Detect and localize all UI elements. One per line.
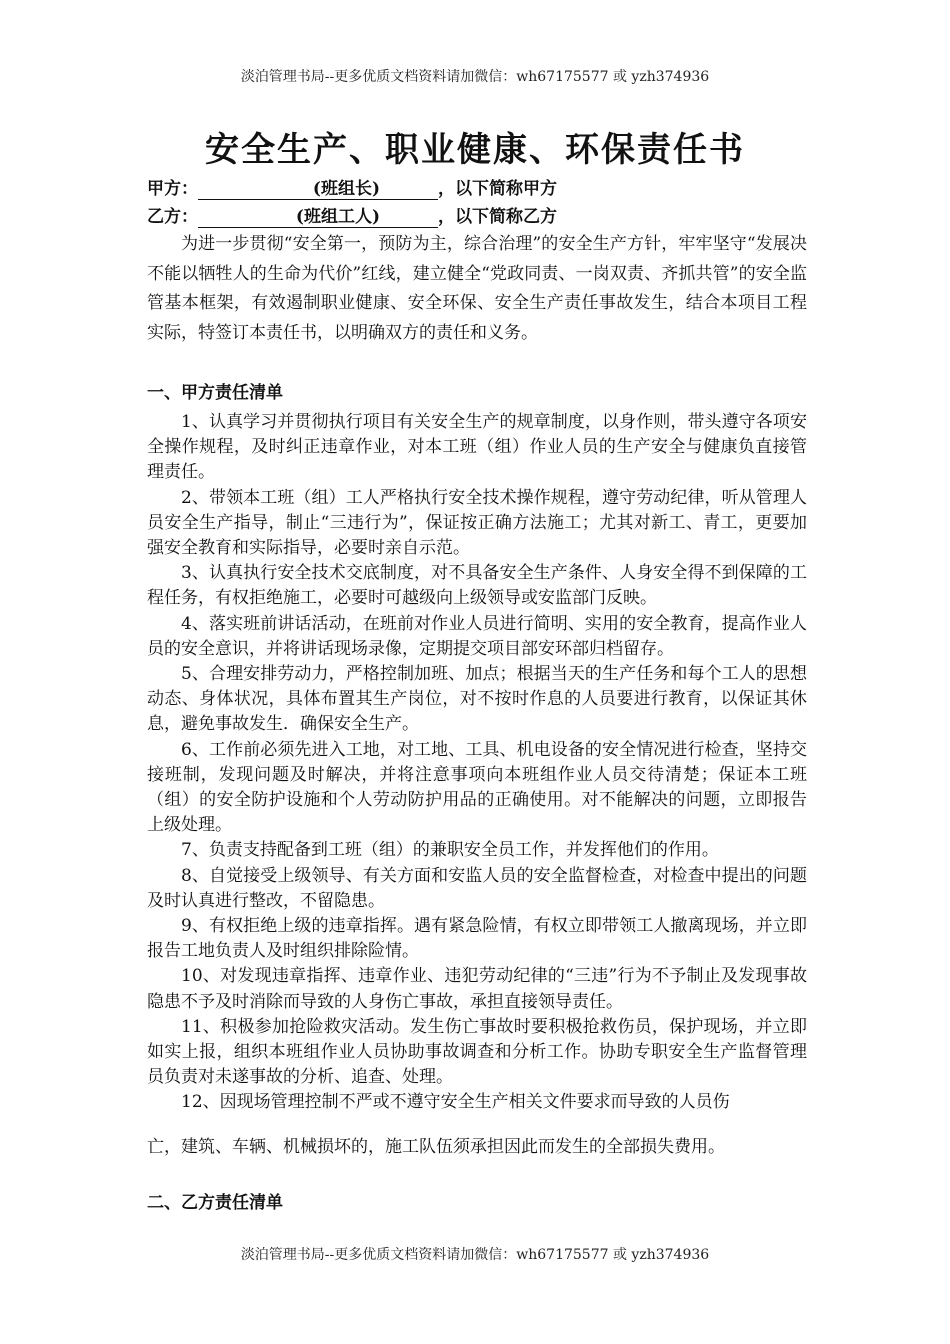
party-b-blank: [198, 202, 438, 228]
section-heading-party-a: 一、甲方责任清单: [147, 383, 283, 403]
intro-paragraph: 为进一步贯彻“安全第一，预防为主，综合治理”的安全生产方针，牢牢坚守“发展决不能以牺牲人的生命为代价”红线，建立健全“党政同责、一岗双责、齐抓共管”的安全监管基本框架，有效遏制职业健康、安全环保、安全生产责任事故发生，结合本项目工程实际，特签订本责任书，以明确双方的责任和义务。: [147, 234, 807, 343]
list-item: 3、认真执行安全技术交底制度，对不具备安全生产条件、人身安全得不到保障的工程任务，有权拒绝施工，必要时可越级向上级领导或安监部门反映。: [147, 563, 807, 609]
party-b-label: 乙方：: [147, 207, 198, 227]
list-item: 5、合理安排劳动力，严格控制加班、加点；根据当天的生产任务和每个工人的思想动态、身体状况，具体布置其生产岗位，对不按时作息的人员要进行教育，以保证其休息，避免事故发生．确保安全生产。: [147, 664, 807, 735]
party-b-suffix: ，以下简称乙方: [438, 207, 557, 227]
list-item: 7、负责支持配备到工班（组）的兼职安全员工作，并发挥他们的作用。: [181, 840, 719, 861]
party-a-label: 甲方：: [147, 179, 198, 199]
page-header: 淡泊管理书局--更多优质文档资料请加微信：wh67175577 或 yzh374936: [240, 69, 710, 85]
list-item: 11、积极参加抢险救灾活动。发生伤亡事故时要积极抢救伤员，保护现场，并立即如实上报，组织本班组作业人员协助事故调查和分析工作。协助专职安全生产监督管理员负责对未遂事故的分析、追查、处理。: [147, 1016, 807, 1088]
list-item: 9、有权拒绝上级的违章指挥。遇有紧急险情，有权立即带领工人撤离现场，并立即报告工地负责人及时组织排除险情。: [147, 916, 807, 962]
list-item: 8、自觉接受上级领导、有关方面和安监人员的安全监督检查，对检查中提出的问题及时认真进行整改，不留隐患。: [147, 865, 807, 911]
party-a-line: [147, 174, 557, 200]
list-item: 12、因现场管理控制不严或不遵守安全生产相关文件要求而导致的人员伤: [181, 1092, 730, 1113]
page-footer: 淡泊管理书局--更多优质文档资料请加微信：wh67175577 或 yzh374936: [240, 1247, 710, 1263]
document-title: 安全生产、职业健康、环保责任书: [205, 130, 745, 170]
list-item: 1、认真学习并贯彻执行项目有关安全生产的规章制度，以身作则，带头遵守各项安全操作规程，及时纠正违章作业，对本工班（组）作业人员的生产安全与健康负直接管理责任。: [147, 412, 807, 483]
list-item: 4、落实班前讲话活动，在班前对作业人员进行简明、实用的安全教育，提高作业人员的安全意识，并将讲话现场录像，定期提交项目部安环部归档留存。: [147, 613, 807, 659]
list-item: 2、带领本工班（组）工人严格执行安全技术操作规程，遵守劳动纪律，听从管理人员安全生产指导，制止“三违行为”，保证按正确方法施工；尤其对新工、青工，更要加强安全教育和实际指导，必要时亲自示范。: [147, 487, 807, 559]
party-b-blank-text: (班组工人): [295, 207, 380, 227]
party-a-duty-list: [147, 410, 807, 1116]
section-heading-party-b: 二、乙方责任清单: [147, 1193, 283, 1213]
list-item: 6、工作前必须先进入工地，对工地、工具、机电设备的安全情况进行检查，坚持交接班制，发现问题及时解决，并将注意事项向本班组作业人员交待清楚；保证本工班（组）的安全防护设施和个人劳动防护用品的正确使用。对不能解决的问题，立即报告上级处理。: [147, 739, 807, 836]
party-a-suffix: ，以下简称甲方: [438, 179, 557, 199]
party-b-line: [147, 202, 557, 228]
list-item-continuation: 亡，建筑、车辆、机械损坏的，施工队伍须承担因此而发生的全部损失费用。: [147, 1137, 725, 1157]
party-a-blank-text: (班组长): [312, 179, 380, 199]
list-item: 10、对发现违章指挥、违章作业、违犯劳动纪律的“三违”行为不予制止及发现事故隐患不予及时消除而导致的人身伤亡事故，承担直接领导责任。: [147, 966, 807, 1012]
party-a-blank: [198, 174, 438, 200]
